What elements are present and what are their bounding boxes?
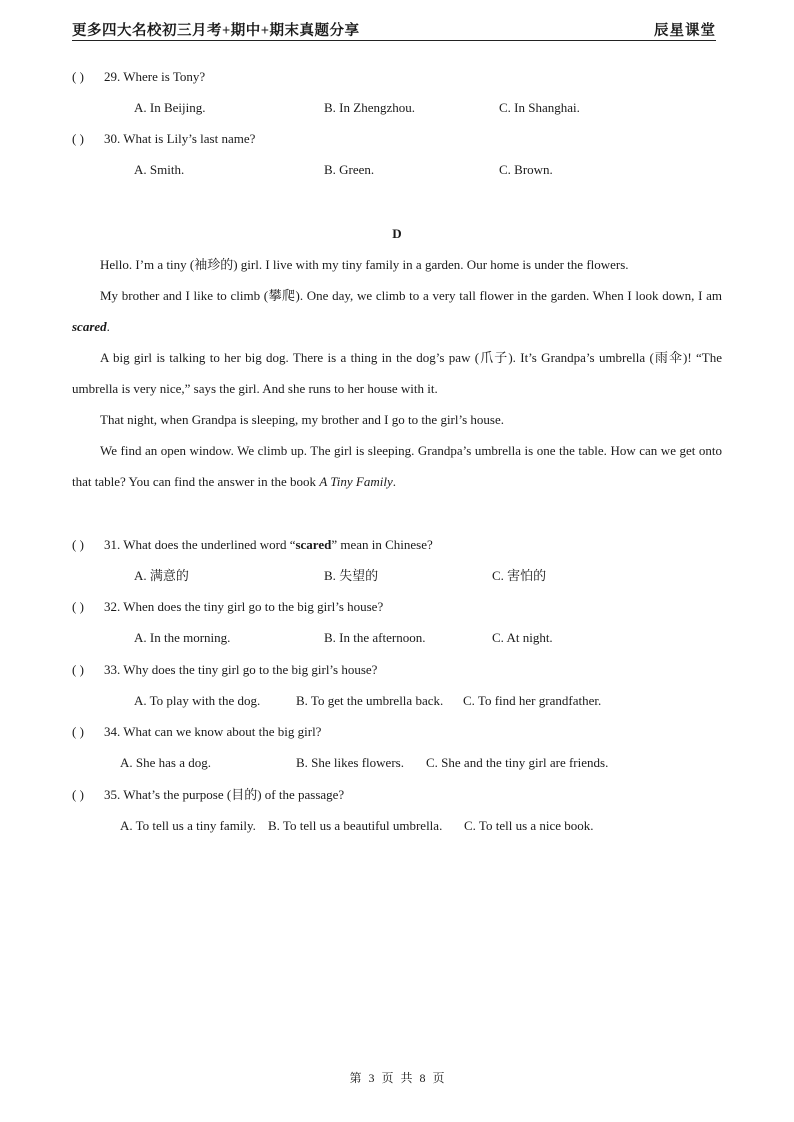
option-c: C. In Shanghai. bbox=[499, 100, 580, 115]
passage-paragraph: A big girl is talking to her big dog. There is a thing in the dog’s paw (爪子). It’s Grandpa’s umbrella (雨伞)! “The umbrella is very nice,” says the girl. And she runs to her house with it. bbox=[72, 350, 722, 396]
question-text: 30. What is Lily’s last name? bbox=[104, 131, 256, 146]
option-c: C. To find her grandfather. bbox=[463, 693, 602, 708]
option-b: B. She likes flowers. bbox=[296, 755, 404, 770]
option-a: A. In the morning. bbox=[134, 630, 231, 645]
answer-blank[interactable]: ( ) bbox=[72, 537, 84, 552]
option-b: B. In the afternoon. bbox=[324, 630, 426, 645]
question-text bbox=[104, 537, 433, 553]
section-title: D bbox=[392, 226, 402, 241]
question-text: 32. When does the tiny girl go to the big girl’s house? bbox=[104, 599, 384, 614]
option-c: C. To tell us a nice book. bbox=[464, 818, 594, 833]
option-b: B. To tell us a beautiful umbrella. bbox=[268, 818, 443, 833]
option-a: A. Smith. bbox=[134, 162, 185, 177]
answer-blank[interactable]: ( ) bbox=[72, 599, 84, 614]
page-header bbox=[72, 18, 716, 41]
option-b: B. To get the umbrella back. bbox=[296, 693, 444, 708]
passage-paragraph bbox=[72, 435, 722, 497]
answer-blank[interactable]: ( ) bbox=[72, 662, 84, 677]
question-text-part: 31. What does the underlined word “ bbox=[104, 537, 296, 552]
option-a: A. She has a dog. bbox=[120, 755, 211, 770]
option-b: B. 失望的 bbox=[324, 568, 379, 583]
option-c: C. At night. bbox=[492, 630, 553, 645]
question-text: 29. Where is Tony? bbox=[104, 69, 206, 84]
question-text-part: ” mean in Chinese? bbox=[331, 537, 433, 552]
option-c: C. She and the tiny girl are friends. bbox=[426, 755, 609, 770]
option-a: A. In Beijing. bbox=[134, 100, 206, 115]
passage-text: . bbox=[392, 474, 396, 489]
option-c: C. 害怕的 bbox=[492, 568, 547, 583]
passage-paragraph: Hello. I’m a tiny (袖珍的) girl. I live with my tiny family in a garden. Our home is under the flowers. bbox=[100, 257, 629, 272]
passage-text: We find an open window. We climb up. The girl is sleeping. Grandpa’s umbrella is one the table. How can we get onto that table? You can find the answer in the book bbox=[72, 443, 722, 489]
question-text: 35. What’s the purpose (目的) of the passage? bbox=[104, 787, 345, 802]
option-c: C. Brown. bbox=[499, 162, 553, 177]
passage-text: . bbox=[106, 319, 110, 334]
answer-blank[interactable]: ( ) bbox=[72, 69, 84, 84]
answer-blank[interactable]: ( ) bbox=[72, 724, 84, 739]
question-text: 33. Why does the tiny girl go to the big girl’s house? bbox=[104, 662, 378, 677]
underlined-word: scared bbox=[72, 319, 107, 334]
passage-text: My brother and I like to climb (攀爬). One day, we climb to a very tall flower in the garden. When I look down, I am bbox=[100, 288, 722, 303]
passage-paragraph bbox=[72, 280, 722, 342]
answer-blank[interactable]: ( ) bbox=[72, 787, 84, 802]
header-right-text: 辰星课堂 bbox=[654, 23, 716, 39]
option-a: A. 满意的 bbox=[134, 568, 189, 583]
book-title: A Tiny Family bbox=[319, 474, 393, 489]
keyword: scared bbox=[295, 537, 332, 552]
passage-paragraph: That night, when Grandpa is sleeping, my brother and I go to the girl’s house. bbox=[100, 412, 505, 427]
question-text: 34. What can we know about the big girl? bbox=[104, 724, 322, 739]
page-number: 第 3 页 共 8 页 bbox=[349, 1071, 445, 1085]
option-b: B. In Zhengzhou. bbox=[324, 100, 415, 115]
header-left-text: 更多四大名校初三月考+期中+期末真题分享 bbox=[72, 23, 360, 39]
option-a: A. To play with the dog. bbox=[134, 693, 261, 708]
option-b: B. Green. bbox=[324, 162, 375, 177]
reading-passage bbox=[72, 249, 722, 497]
answer-blank[interactable]: ( ) bbox=[72, 131, 84, 146]
option-a: A. To tell us a tiny family. bbox=[120, 818, 256, 833]
